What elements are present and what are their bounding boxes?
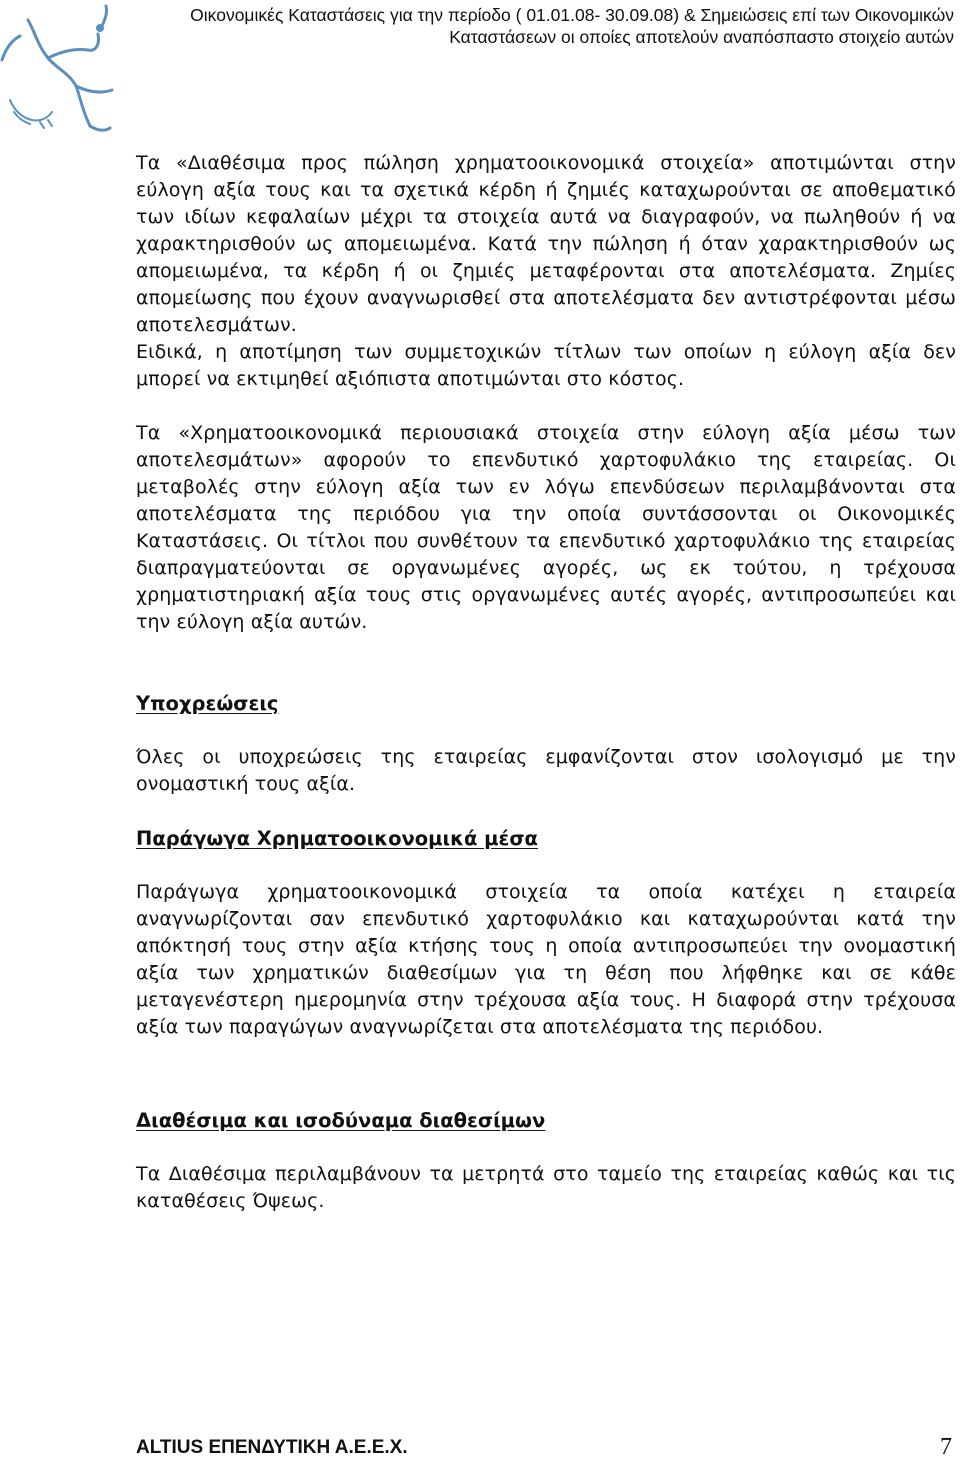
paragraph-participation-titles: Ειδικά, η αποτίμηση των συμμετοχικών τίτλων των οποίων η εύλογη αξία δεν μπορεί να εκτιμηθεί αξιόπιστα αποτιμώνται στο κόστος. (136, 341, 956, 390)
document-body (136, 150, 956, 1215)
heading-liabilities: Υποχρεώσεις (136, 692, 279, 715)
paragraph-derivatives: Παράγωγα χρηματοοικονομικά στοιχεία τα οποία κατέχει η εταιρεία αναγνωρίζονται σαν επενδυτικό χαρτοφυλάκιο και καταχωρούνται κατά την απόκτησή τους στην αξία κτήσης τους η οποία αντιπροσωπεύει την ονομαστική αξία των χρηματικών διαθεσίμων για τη θέση που λήφθηκε και σε κάθε μεταγενέστερη ημερομηνία στην τρέχουσα αξία τους. Η διαφορά στην τρέχουσα αξία των παραγώγων αναγνωρίζεται στα αποτελέσματα της περιόδου. (136, 881, 956, 1038)
heading-cash-equivalents: Διαθέσιμα και ισοδύναμα διαθεσίμων (136, 1109, 546, 1132)
heading-derivatives: Παράγωγα Χρηματοοικονομικά μέσα (136, 827, 538, 850)
page-header (114, 4, 954, 48)
paragraph-fair-value-assets: Τα «Χρηματοοικονομικά περιουσιακά στοιχεία στην εύλογη αξία μέσω των αποτελεσμάτων» αφορούν το επενδυτικό χαρτοφυλάκιο της εταιρείας. Οι μεταβολές στην εύλογη αξία των εν λόγω επενδύσεων περιλαμβάνονται στα αποτελέσματα της περιόδου για την οποία συντάσσονται οι Οικονομικές Καταστάσεις. Οι τίτλοι που συνθέτουν τα επενδυτικό χαρτοφυλάκιο της εταιρείας διαπραγματεύονται σε οργανωμένες αγορές, ως εκ τούτου, η τρέχουσα χρηματιστηριακή αξία τους στις οργανωμένες αυτές αγορές, αντιπροσωπεύει και την εύλογη αξία αυτών. (136, 422, 956, 633)
paragraph-cash: Τα Διαθέσιμα περιλαμβάνουν τα μετρητά στο ταμείο της εταιρείας καθώς και τις καταθέσεις Όψεως. (136, 1163, 956, 1212)
header-line-2: Καταστάσεων οι οποίες αποτελούν αναπόσπαστο στοιχείο αυτών (449, 27, 954, 47)
header-line-1: Οικονομικές Καταστάσεις για την περίοδο ( 01.01.08- 30.09.08) & Σημειώσεις επί των Οικονομικών (190, 5, 954, 25)
paragraph-available-for-sale: Τα «Διαθέσιμα προς πώληση χρηματοοικονομικά στοιχεία» αποτιμώνται στην εύλογη αξία τους και τα σχετικά κέρδη ή ζημιές καταχωρούνται σε αποθεματικό των ιδίων κεφαλαίων μέχρι τα στοιχεία αυτά να διαγραφούν, να πωληθούν ή να χαρακτηρισθούν ως απομειωμένα. Κατά την πώληση ή όταν χαρακτηρισθούν ως απομειωμένα, τα κέρδη ή οι ζημιές μεταφέρονται στα αποτελέσματα. Ζημίες απομείωσης που έχουν αναγνωρισθεί στα αποτελέσματα δεν αντιστρέφονται μέσω αποτελεσμάτων. (136, 152, 956, 336)
page-number: 7 (940, 1434, 952, 1460)
paragraph-liabilities: Όλες οι υποχρεώσεις της εταιρείας εμφανίζονται στον ισολογισμό με την ονομαστική τους αξία. (136, 746, 956, 795)
footer-company-name: ALTIUS ΕΠΕΝΔΥΤΙΚΗ Α.Ε.Ε.Χ. (136, 1437, 408, 1458)
